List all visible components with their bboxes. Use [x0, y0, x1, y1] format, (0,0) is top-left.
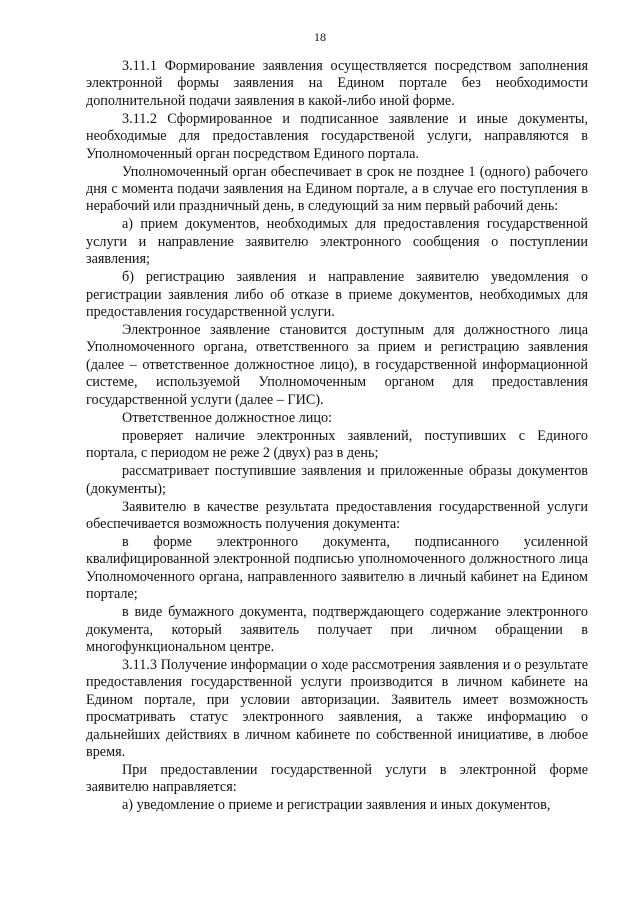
- paragraph-3-11-2: 3.11.2 Сформированное и подписанное заявление и иные документы, необходимые для предоставления государственой услуги, направляются в Уполномоченный орган посредством Единого портала.: [86, 110, 588, 162]
- paragraph-item-b-registration: б) регистрацию заявления и направление заявителю уведомления о регистрации заявления либо об отказе в приеме документов, необходимых для предоставления государственной услуги.: [86, 269, 588, 321]
- paragraph-3-11-1: 3.11.1 Формирование заявления осуществляется посредством заполнения электронной формы заявления на Едином портале без необходимости дополнительной подачи заявления в какой-либо иной форме.: [86, 58, 588, 109]
- paragraph-electronic-document: в форме электронного документа, подписанного усиленной квалифицированной электронной подписью уполномоченного должностного лица Уполномоченного органа, направленного заявителю в личный кабинет на Едином портале;: [86, 533, 588, 603]
- paragraph-result-options: Заявителю в качестве результата предоставления государственной услуги обеспечивается возможность получения документа:: [86, 498, 588, 532]
- paragraph-notifications-intro: При предоставлении государственной услуги в электронной форме заявителю направляется:: [86, 761, 588, 796]
- paragraph-checks-applications: проверяет наличие электронных заявлений, поступивших с Единого портала, с периодом не реже 2 (двух) раз в день;: [86, 427, 588, 462]
- paragraph-authority-duties: Уполномоченный орган обеспечивает в срок не позднее 1 (одного) рабочего дня с момента подачи заявления на Едином портале, а в случае его поступления в нерабочий или праздничный день, в следующий за ним первый рабочий день:: [86, 163, 588, 215]
- paragraph-paper-document: в виде бумажного документа, подтверждающего содержание электронного документа, который заявитель получает при личном обращении в многофункциональном центре.: [86, 604, 588, 655]
- paragraph-reviews-applications: рассматривает поступившие заявления и приложенные образы документов (документы);: [86, 463, 588, 497]
- paragraph-3-11-3: 3.11.3 Получение информации о ходе рассмотрения заявления и о результате предоставления государственной услуги производится в личном кабинете на Едином портале, при условии авторизации. Заявитель имеет возможность просматривать статус электронного заявления, а также информацию о дальнейших действиях в личном кабинете по собственной инициативе, в любое время.: [86, 656, 588, 760]
- paragraph-electronic-application: Электронное заявление становится доступным для должностного лица Уполномоченного органа, ответственного за прием и регистрацию заявления (далее – ответственное должностное лицо), в государственной информационной системе, используемой Уполномоченным органом для предоставления государственной услуги (далее – ГИС).: [86, 322, 588, 408]
- paragraph-notification-a: а) уведомление о приеме и регистрации заявления и иных документов,: [122, 797, 551, 814]
- paragraph-item-a-reception: а) прием документов, необходимых для предоставления государственной услуги и направление заявителю электронного сообщения о поступлении заявления;: [86, 216, 588, 268]
- page-number: 18: [314, 30, 326, 44]
- document-body: [86, 58, 588, 815]
- paragraph-responsible-official: Ответственное должностное лицо:: [122, 409, 332, 426]
